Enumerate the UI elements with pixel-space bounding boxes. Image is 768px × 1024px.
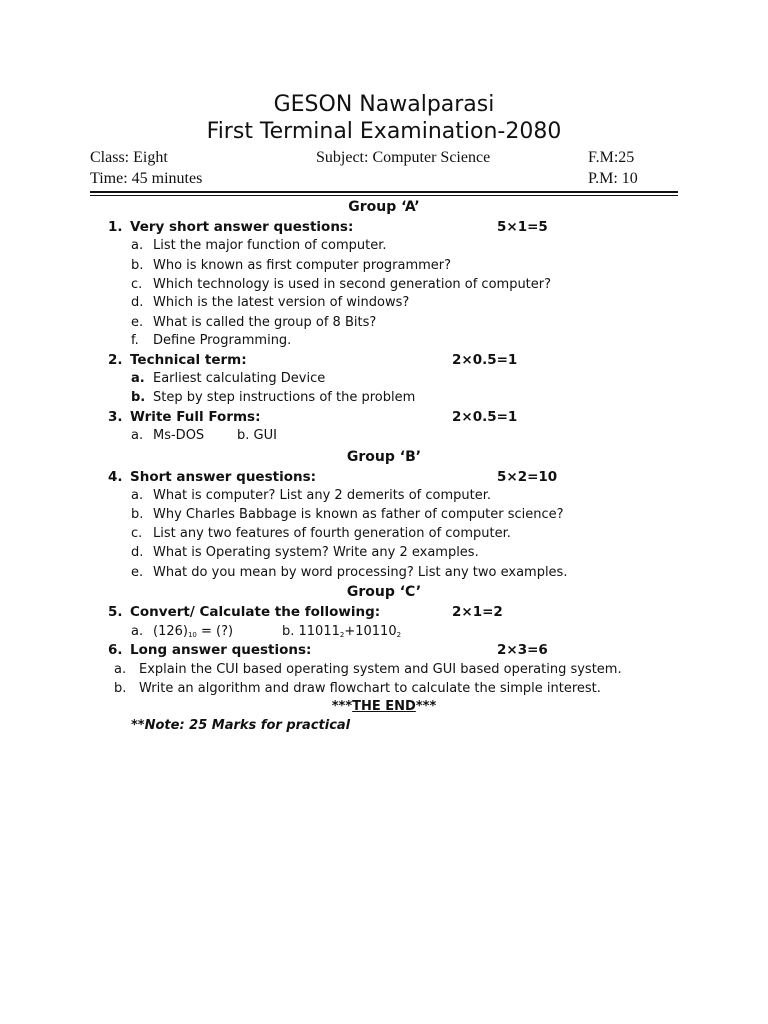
number-base: (126) [153,624,188,639]
list-item [131,390,415,405]
item-text: +10110 [344,624,397,639]
header-rule-thick [90,191,678,193]
school-name: GESON Nawalparasi [273,92,495,117]
subscript: 2 [339,631,345,639]
question-1 [108,219,353,235]
list-item [131,428,204,443]
item-letter: e. [131,565,144,580]
question-6-marks: 2×3=6 [497,642,548,658]
time-label: Time: 45 minutes [90,170,203,187]
question-text: Long answer questions: [130,642,312,658]
question-4 [108,469,316,485]
item-text: Which is the latest version of windows? [153,295,410,310]
end-stars: *** [415,699,437,714]
item-letter: a. [114,662,127,677]
question-text: Short answer questions: [130,469,317,485]
item-letter: a. [131,238,144,253]
list-item [131,258,451,273]
item-text: What do you mean by word processing? List any two examples. [153,565,568,580]
item-text: List the major function of computer. [153,238,387,253]
item-letter: b. [131,390,146,405]
list-item [131,545,479,560]
group-b-title: Group ‘B’ [346,449,422,465]
question-text: Technical term: [130,352,247,368]
item-letter: a. [131,624,144,639]
item-text: Earliest calculating Device [153,371,326,386]
question-2-marks: 2×0.5=1 [452,352,518,368]
item-text: Why Charles Babbage is known as father of computer science? [153,507,564,522]
item-letter: f. [131,333,139,348]
list-item [131,565,567,580]
question-5-marks: 2×1=2 [452,604,503,620]
item-text: = (?) [196,624,234,639]
question-number: 2. [108,352,123,368]
question-number: 4. [108,469,123,485]
the-end-line [0,699,768,714]
class-label: Class: Eight [90,149,168,166]
header-rule-thin [90,195,678,196]
pass-marks: P.M: 10 [588,170,638,187]
item-letter: a. [131,371,145,386]
item-letter: a. [131,488,144,503]
question-5 [108,604,380,620]
item-text: Explain the CUI based operating system and GUI based operating system. [139,662,622,677]
item-letter: a. [131,428,144,443]
item-letter: c. [131,277,143,292]
item-letter: d. [131,545,144,560]
item-letter: d. [131,295,144,310]
question-number: 1. [108,219,123,235]
question-text: Write Full Forms: [130,409,261,425]
end-text: THE END [352,699,416,714]
list-item [131,238,387,253]
group-a-title: Group ‘A’ [348,199,420,215]
item-text: What is called the group of 8 Bits? [153,315,377,330]
subscript: 10 [187,631,197,639]
item-letter: e. [131,315,144,330]
item-text: Who is known as first computer programmer? [153,258,452,273]
list-item [131,277,551,292]
question-number: 5. [108,604,123,620]
item-letter: b. [131,258,144,273]
full-marks: F.M:25 [588,149,635,166]
subscript: 2 [396,631,402,639]
list-item [114,662,622,677]
list-item [131,315,376,330]
list-item [131,488,491,503]
practical-note: **Note: 25 Marks for practical [131,718,351,733]
question-4-marks: 5×2=10 [497,469,558,485]
list-item [131,371,325,386]
item-text: What is computer? List any 2 demerits of computer. [153,488,491,503]
question-3-marks: 2×0.5=1 [452,409,518,425]
item-letter: b. [114,681,127,696]
list-item [282,624,401,639]
question-number: 3. [108,409,123,425]
list-item [131,526,511,541]
question-text: Very short answer questions: [130,219,354,235]
question-2 [108,352,247,368]
question-1-marks: 5×1=5 [497,219,548,235]
item-text: Which technology is used in second generation of computer? [153,277,552,292]
question-6 [108,642,311,658]
subject-label: Subject: Computer Science [316,149,491,166]
group-c-title: Group ‘C’ [346,584,422,600]
item-letter: b. [131,507,144,522]
list-item [131,333,291,348]
question-3 [108,409,260,425]
item-text: b. 11011 [282,624,340,639]
list-item: b. GUI [237,428,277,443]
end-stars: *** [331,699,353,714]
item-letter: c. [131,526,143,541]
item-text: Define Programming. [153,333,292,348]
list-item [131,295,409,310]
item-text: List any two features of fourth generation of computer. [153,526,511,541]
item-text: What is Operating system? Write any 2 examples. [153,545,479,560]
list-item [114,681,601,696]
question-text: Convert/ Calculate the following: [130,604,381,620]
list-item [131,507,564,522]
item-text: Step by step instructions of the problem [153,390,416,405]
question-number: 6. [108,642,123,658]
exam-title: First Terminal Examination-2080 [206,119,562,144]
list-item [131,624,233,639]
item-text: Write an algorithm and draw flowchart to calculate the simple interest. [139,681,601,696]
item-text: Ms-DOS [153,428,205,443]
